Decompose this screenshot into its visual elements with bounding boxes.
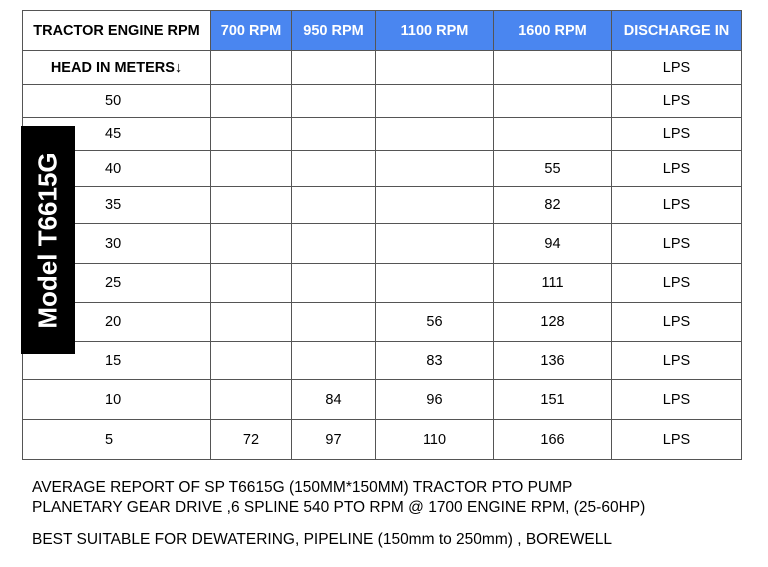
discharge-cell [292, 151, 376, 187]
performance-table [22, 10, 742, 460]
header-700-rpm: 700 RPM [211, 11, 292, 51]
unit-cell: LPS [612, 342, 742, 380]
table-row [23, 118, 742, 151]
unit-cell: LPS [612, 380, 742, 420]
discharge-cell: 111 [494, 264, 612, 303]
discharge-cell [292, 224, 376, 264]
head-cell: 20 [23, 303, 211, 342]
unit-cell: LPS [612, 51, 742, 85]
table-row [23, 264, 742, 303]
table-row [23, 420, 742, 460]
head-cell: 30 [23, 224, 211, 264]
header-950-rpm: 950 RPM [292, 11, 376, 51]
discharge-cell: 84 [292, 380, 376, 420]
table-row [23, 151, 742, 187]
table-cell [494, 51, 612, 85]
discharge-cell [211, 118, 292, 151]
unit-cell: LPS [612, 264, 742, 303]
head-cell: 15 [23, 342, 211, 380]
head-cell: 40 [23, 151, 211, 187]
discharge-cell: 110 [376, 420, 494, 460]
discharge-cell [376, 85, 494, 118]
discharge-cell [211, 303, 292, 342]
unit-cell: LPS [612, 187, 742, 224]
discharge-cell: 94 [494, 224, 612, 264]
head-cell: 5 [23, 420, 211, 460]
discharge-cell [211, 342, 292, 380]
discharge-cell [211, 151, 292, 187]
discharge-cell [292, 342, 376, 380]
discharge-cell [494, 85, 612, 118]
unit-cell: LPS [612, 151, 742, 187]
discharge-cell: 72 [211, 420, 292, 460]
table-row [23, 224, 742, 264]
discharge-cell: 136 [494, 342, 612, 380]
discharge-cell: 83 [376, 342, 494, 380]
discharge-cell [292, 264, 376, 303]
discharge-cell [376, 187, 494, 224]
header-1100-rpm: 1100 RPM [376, 11, 494, 51]
unit-cell: LPS [612, 224, 742, 264]
table-cell [292, 51, 376, 85]
discharge-cell: 82 [494, 187, 612, 224]
discharge-cell: 96 [376, 380, 494, 420]
discharge-cell: 97 [292, 420, 376, 460]
table-row [23, 380, 742, 420]
discharge-cell [292, 118, 376, 151]
discharge-cell: 128 [494, 303, 612, 342]
discharge-cell [376, 118, 494, 151]
discharge-cell [376, 224, 494, 264]
discharge-cell: 151 [494, 380, 612, 420]
note-line-3: BEST SUITABLE FOR DEWATERING, PIPELINE (150mm to 250mm) , BOREWELL [32, 531, 612, 548]
discharge-cell [494, 118, 612, 151]
table-cell [211, 51, 292, 85]
discharge-cell [292, 85, 376, 118]
discharge-cell [376, 151, 494, 187]
discharge-cell: 55 [494, 151, 612, 187]
discharge-cell: 166 [494, 420, 612, 460]
unit-cell: LPS [612, 118, 742, 151]
discharge-cell: 56 [376, 303, 494, 342]
note-line-1: AVERAGE REPORT OF SP T6615G (150MM*150MM) TRACTOR PTO PUMP [32, 479, 573, 496]
head-cell: 10 [23, 380, 211, 420]
notes [32, 478, 752, 550]
head-cell: 45 [23, 118, 211, 151]
note-line-2: PLANETARY GEAR DRIVE ,6 SPLINE 540 PTO RPM @ 1700 ENGINE RPM, (25-60HP) [32, 499, 646, 516]
discharge-cell [211, 85, 292, 118]
discharge-cell [376, 264, 494, 303]
model-label: Model T6615G [32, 151, 63, 329]
table-row [23, 85, 742, 118]
discharge-cell [211, 187, 292, 224]
header-engine-rpm: TRACTOR ENGINE RPM [23, 11, 211, 51]
unit-cell: LPS [612, 420, 742, 460]
unit-cell: LPS [612, 303, 742, 342]
header-discharge: DISCHARGE IN [612, 11, 742, 51]
header-row [23, 11, 742, 51]
head-cell: 25 [23, 264, 211, 303]
head-in-meters-label: HEAD IN METERS↓ [23, 51, 211, 85]
discharge-cell [211, 224, 292, 264]
unit-cell: LPS [612, 85, 742, 118]
discharge-cell [211, 264, 292, 303]
head-cell: 50 [23, 85, 211, 118]
model-label-box [21, 126, 75, 354]
subheader-row [23, 51, 742, 85]
header-1600-rpm: 1600 RPM [494, 11, 612, 51]
discharge-cell [211, 380, 292, 420]
table-row [23, 303, 742, 342]
table-cell [376, 51, 494, 85]
head-cell: 35 [23, 187, 211, 224]
discharge-cell [292, 187, 376, 224]
discharge-cell [292, 303, 376, 342]
table-row [23, 187, 742, 224]
table-row [23, 342, 742, 380]
